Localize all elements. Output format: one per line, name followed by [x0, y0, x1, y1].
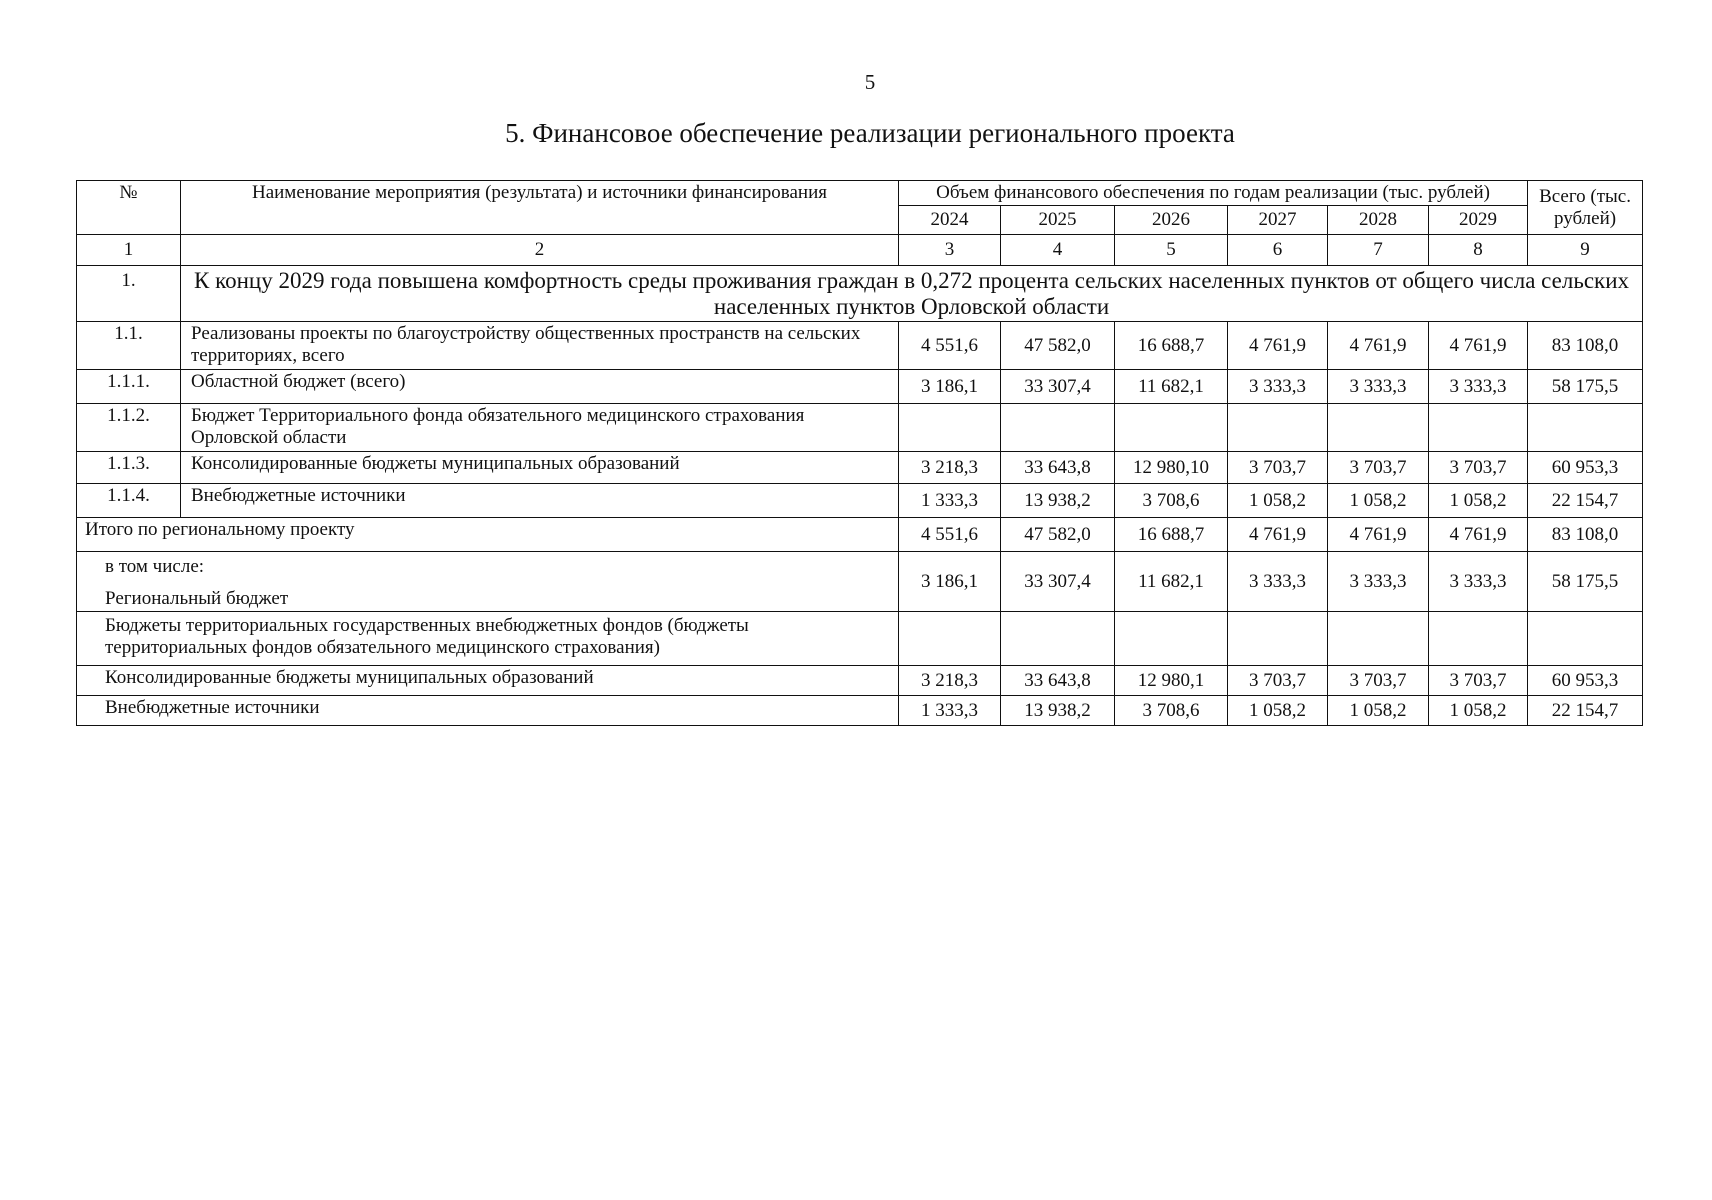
breakdown-row: [77, 666, 1643, 696]
row-value: 1 058,2: [1228, 484, 1328, 518]
column-index: 8: [1429, 235, 1528, 266]
row-value: 4 761,9: [1328, 322, 1429, 370]
goal-row: [77, 266, 1643, 322]
breakdown-value: 3 218,3: [899, 666, 1001, 696]
row-code: 1.: [77, 266, 181, 322]
total-value: 47 582,0: [1001, 518, 1115, 552]
total-label: Итого по региональному проекту: [77, 518, 899, 552]
table-row: [77, 452, 1643, 484]
total-value: 4 761,9: [1328, 518, 1429, 552]
row-value: 3 218,3: [899, 452, 1001, 484]
row-value: 3 333,3: [1228, 370, 1328, 404]
breakdown-label: Внебюджетные источники: [77, 696, 899, 726]
breakdown-value: 1 058,2: [1228, 696, 1328, 726]
row-value: 3 333,3: [1429, 370, 1528, 404]
row-value: 4 761,9: [1429, 322, 1528, 370]
row-value: [1328, 404, 1429, 452]
row-total: 22 154,7: [1528, 484, 1643, 518]
breakdown-label: Консолидированные бюджеты муниципальных образований: [77, 666, 899, 696]
row-name: Бюджет Территориального фонда обязательного медицинского страхования Орловской области: [181, 404, 899, 452]
row-value: [1429, 404, 1528, 452]
row-value: [1115, 404, 1228, 452]
column-index: 9: [1528, 235, 1643, 266]
header-volume: Объем финансового обеспечения по годам реализации (тыс. рублей): [899, 181, 1528, 206]
table-row: [77, 322, 1643, 370]
goal-text: К концу 2029 года повышена комфортность среды проживания граждан в 0,272 процента сельских населенных пунктов от общего числа сельских населенных пунктов Орловской области: [181, 266, 1643, 322]
column-index: 5: [1115, 235, 1228, 266]
row-code: 1.1.2.: [77, 404, 181, 452]
breakdown-value: 3 703,7: [1429, 666, 1528, 696]
row-value: 33 643,8: [1001, 452, 1115, 484]
breakdown-value: 1 058,2: [1429, 696, 1528, 726]
breakdown-row: [77, 612, 1643, 666]
row-value: 3 333,3: [1328, 370, 1429, 404]
breakdown-row: [77, 552, 1643, 612]
header-year: 2029: [1429, 206, 1528, 235]
row-code: 1.1.: [77, 322, 181, 370]
header-year: 2026: [1115, 206, 1228, 235]
row-value: 3 703,7: [1429, 452, 1528, 484]
breakdown-value: 1 058,2: [1328, 696, 1429, 726]
breakdown-value: [1115, 612, 1228, 666]
row-total: [1528, 404, 1643, 452]
total-row: [77, 518, 1643, 552]
breakdown-value: 1 333,3: [899, 696, 1001, 726]
row-value: 11 682,1: [1115, 370, 1228, 404]
row-value: 3 703,7: [1228, 452, 1328, 484]
header-name: Наименование мероприятия (результата) и источники финансирования: [181, 181, 899, 235]
breakdown-value: 13 938,2: [1001, 696, 1115, 726]
column-index: 2: [181, 235, 899, 266]
row-value: 16 688,7: [1115, 322, 1228, 370]
total-value: 83 108,0: [1528, 518, 1643, 552]
breakdown-row: [77, 696, 1643, 726]
header-year: 2025: [1001, 206, 1115, 235]
row-code: 1.1.3.: [77, 452, 181, 484]
row-value: [1228, 404, 1328, 452]
table-row: [77, 404, 1643, 452]
row-value: [899, 404, 1001, 452]
row-total: 58 175,5: [1528, 370, 1643, 404]
page-title: 5. Финансовое обеспечение реализации регионального проекта: [505, 118, 1235, 148]
breakdown-value: [1001, 612, 1115, 666]
table-row: [77, 370, 1643, 404]
column-index: 1: [77, 235, 181, 266]
header-total: Всего (тыс. рублей): [1528, 181, 1643, 235]
row-value: 4 761,9: [1228, 322, 1328, 370]
breakdown-value: [1429, 612, 1528, 666]
header-year: 2024: [899, 206, 1001, 235]
breakdown-value: 22 154,7: [1528, 696, 1643, 726]
header-year: 2028: [1328, 206, 1429, 235]
column-index: 3: [899, 235, 1001, 266]
financing-table: [76, 180, 1643, 726]
row-value: 47 582,0: [1001, 322, 1115, 370]
breakdown-label: Региональный бюджет: [105, 588, 289, 609]
row-total: 60 953,3: [1528, 452, 1643, 484]
row-value: 1 333,3: [899, 484, 1001, 518]
row-code: 1.1.4.: [77, 484, 181, 518]
row-value: 33 307,4: [1001, 370, 1115, 404]
total-value: 4 761,9: [1228, 518, 1328, 552]
breakdown-value: 3 703,7: [1328, 666, 1429, 696]
row-name: Реализованы проекты по благоустройству общественных пространств на сельских территориях, всего: [181, 322, 899, 370]
breakdown-value: 3 708,6: [1115, 696, 1228, 726]
breakdown-value: 12 980,1: [1115, 666, 1228, 696]
breakdown-value: 3 703,7: [1228, 666, 1328, 696]
breakdown-value: [1528, 612, 1643, 666]
breakdown-value: 3 186,1: [899, 552, 1001, 612]
breakdown-label: Бюджеты территориальных государственных внебюджетных фондов (бюджеты территориальных фондов обязательного медицинского страхования): [77, 612, 899, 666]
row-value: 1 058,2: [1429, 484, 1528, 518]
breakdown-value: 3 333,3: [1228, 552, 1328, 612]
row-total: 83 108,0: [1528, 322, 1643, 370]
column-index: 7: [1328, 235, 1429, 266]
breakdown-value: 3 333,3: [1429, 552, 1528, 612]
breakdown-intro: в том числе:: [105, 556, 205, 577]
column-index: 4: [1001, 235, 1115, 266]
column-index-row: [77, 235, 1643, 266]
breakdown-value: [899, 612, 1001, 666]
row-name: Областной бюджет (всего): [181, 370, 899, 404]
breakdown-value: 11 682,1: [1115, 552, 1228, 612]
breakdown-value: [1228, 612, 1328, 666]
row-value: 13 938,2: [1001, 484, 1115, 518]
row-code: 1.1.1.: [77, 370, 181, 404]
breakdown-value: 60 953,3: [1528, 666, 1643, 696]
row-value: 12 980,10: [1115, 452, 1228, 484]
row-value: [1001, 404, 1115, 452]
total-value: 4 761,9: [1429, 518, 1528, 552]
breakdown-value: 3 333,3: [1328, 552, 1429, 612]
breakdown-label-cell: [77, 552, 899, 612]
breakdown-value: 33 307,4: [1001, 552, 1115, 612]
total-value: 4 551,6: [899, 518, 1001, 552]
breakdown-value: [1328, 612, 1429, 666]
page-number: 5: [864, 70, 876, 94]
column-index: 6: [1228, 235, 1328, 266]
table-row: [77, 484, 1643, 518]
total-value: 16 688,7: [1115, 518, 1228, 552]
row-value: 3 703,7: [1328, 452, 1429, 484]
row-value: 1 058,2: [1328, 484, 1429, 518]
row-name: Внебюджетные источники: [181, 484, 899, 518]
row-value: 3 186,1: [899, 370, 1001, 404]
row-value: 4 551,6: [899, 322, 1001, 370]
header-no: №: [77, 181, 181, 235]
header-year: 2027: [1228, 206, 1328, 235]
row-name: Консолидированные бюджеты муниципальных образований: [181, 452, 899, 484]
row-value: 3 708,6: [1115, 484, 1228, 518]
breakdown-value: 33 643,8: [1001, 666, 1115, 696]
breakdown-value: 58 175,5: [1528, 552, 1643, 612]
